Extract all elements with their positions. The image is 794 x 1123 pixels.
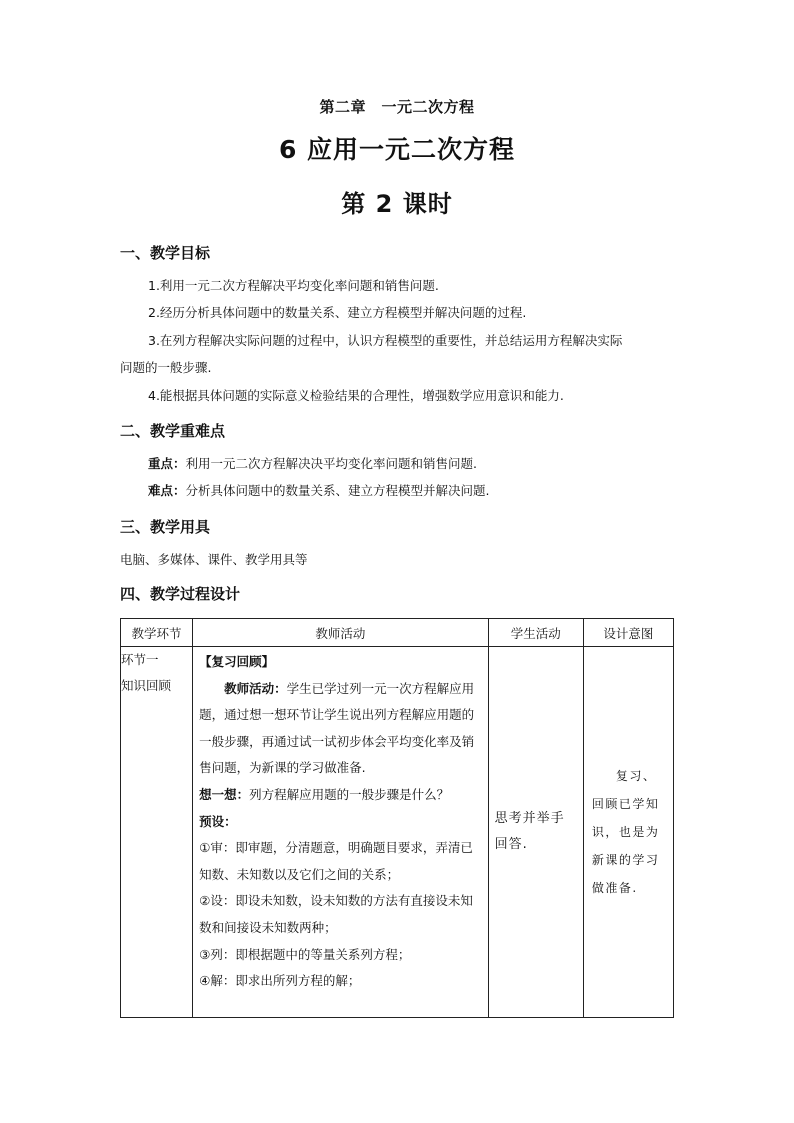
process-table xyxy=(120,618,674,1018)
think-prompt xyxy=(199,782,482,809)
tools-heading: 三、教学用具 xyxy=(120,518,211,536)
difficulty-point-label: 难点： xyxy=(148,483,186,498)
student-activity-cell: 思考并举手回答. xyxy=(488,647,583,1018)
step-2: ②设：即设未知数，设未知数的方法有直接设未知数和间接设未知数两种； xyxy=(199,893,473,935)
key-point-label: 重点： xyxy=(148,456,186,471)
stage-name: 知识回顾 xyxy=(121,678,172,693)
design-intent-text: 复习、回顾已学知识，也是为新课的学习做准备. xyxy=(591,769,660,895)
design-intent-cell xyxy=(583,647,673,1018)
key-point-text: 利用一元二次方程解决决平均变化率问题和销售问题. xyxy=(185,456,477,471)
header-student: 学生活动 xyxy=(488,619,583,647)
teacher-activity-cell xyxy=(193,647,489,1018)
goal-item-4: 4.能根据具体问题的实际意义检验结果的合理性，增强数学应用意识和能力. xyxy=(148,388,564,403)
chapter-title: 第二章 一元二次方程 xyxy=(319,98,475,116)
goal-item-3: 3.在列方程解决实际问题的过程中，认识方程模型的重要性，并总结运用方程解决实际 xyxy=(148,333,623,348)
key-point xyxy=(148,456,477,472)
review-section-title: 【复习回顾】 xyxy=(199,654,275,669)
difficulty-point-text: 分析具体问题中的数量关系、建立方程模型并解决问题. xyxy=(185,483,490,498)
keypoints-heading: 二、教学重难点 xyxy=(120,422,226,440)
preset-label: 预设： xyxy=(199,813,237,829)
stage-number: 环节一 xyxy=(121,652,159,667)
teacher-activity-label: 教师活动： xyxy=(224,680,287,696)
lesson-subtitle: 第 2 课时 xyxy=(341,190,453,218)
table-header-row xyxy=(121,619,674,647)
process-heading: 四、教学过程设计 xyxy=(120,585,241,603)
tools-text: 电脑、多媒体、课件、教学用具等 xyxy=(120,552,308,567)
goal-item-2: 2.经历分析具体问题中的数量关系、建立方程模型并解决问题的过程. xyxy=(148,305,527,320)
think-label: 想一想： xyxy=(199,786,250,802)
stage-cell xyxy=(121,647,193,1018)
goals-heading: 一、教学目标 xyxy=(120,244,211,262)
step-4: ④解：即求出所列方程的解； xyxy=(199,973,361,989)
think-text: 列方程解应用题的一般步骤是什么？ xyxy=(249,786,450,802)
teacher-activity-text: 学生已学过列一元一次方程解应用题，通过想一想环节让学生说出列方程解应用题的一般步骤，再通过试一试初步体会平均变化率及销售问题，为新课的学习做准备. xyxy=(199,680,475,776)
teacher-activity xyxy=(199,676,482,782)
header-teacher: 教师活动 xyxy=(193,619,489,647)
goal-item-1: 1.利用一元二次方程解决平均变化率问题和销售问题. xyxy=(148,278,439,293)
header-stage: 教学环节 xyxy=(121,619,193,647)
difficulty-point xyxy=(148,483,490,499)
step-1: ①审：即审题，分清题意，明确题目要求，弄清已知数、未知数以及它们之间的关系； xyxy=(199,840,473,882)
header-intent: 设计意图 xyxy=(583,619,673,647)
step-3: ③列：即根据题中的等量关系列方程； xyxy=(199,946,411,962)
lesson-title: 6 应用一元二次方程 xyxy=(278,135,516,164)
table-row xyxy=(121,647,674,1018)
goal-item-3-continued: 问题的一般步骤. xyxy=(120,360,212,375)
